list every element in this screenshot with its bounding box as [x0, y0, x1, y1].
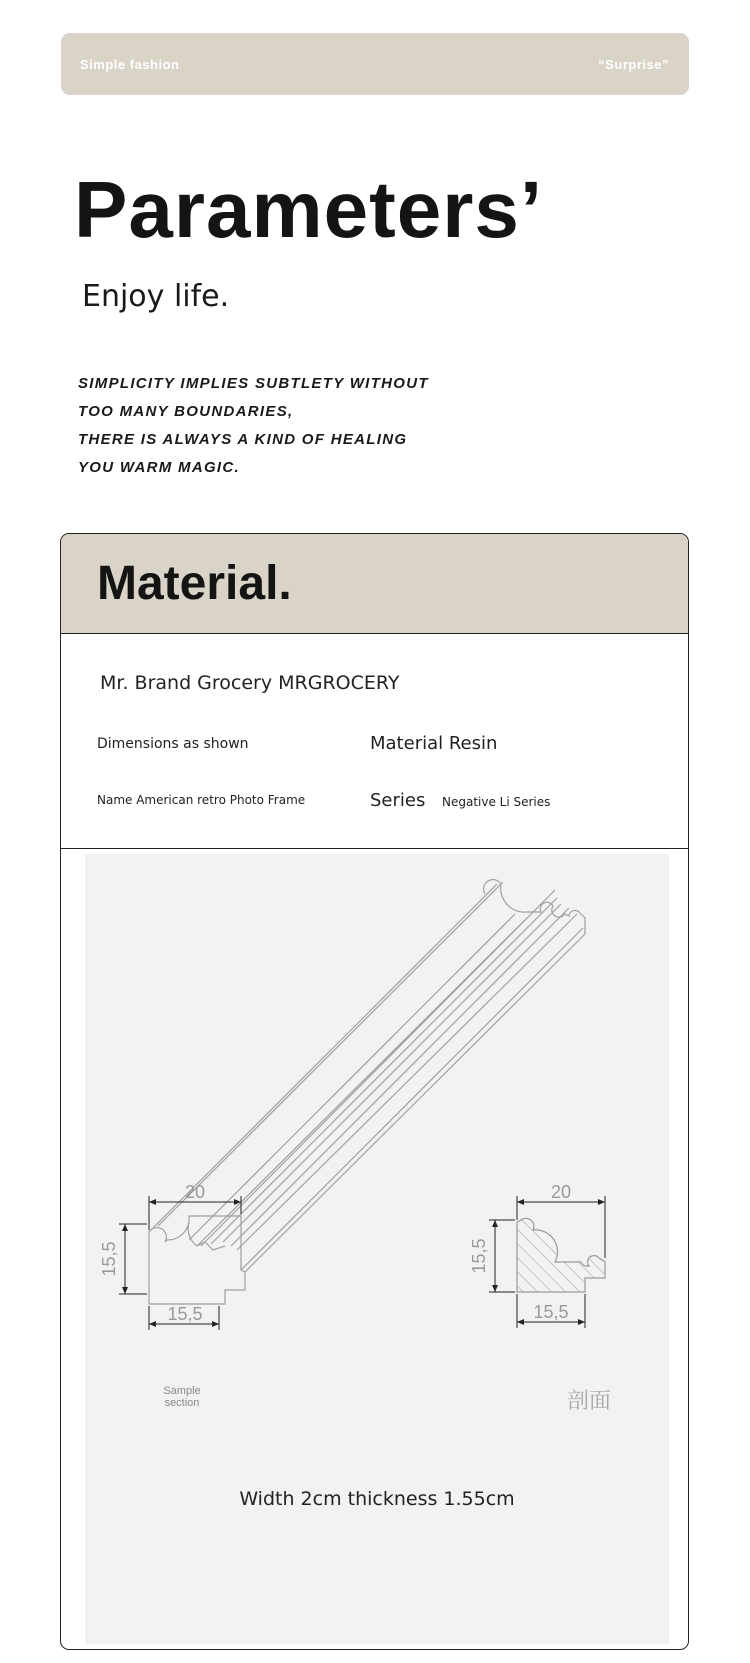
section-caption-cn: 剖面: [567, 1389, 612, 1414]
caption-line: Sample: [163, 1385, 201, 1397]
product-name-text: Name American retro Photo Frame: [97, 793, 306, 807]
series-value: Negative Li Series: [442, 795, 551, 809]
material-title: Material.: [97, 557, 292, 610]
banner-left-text: Simple fashion: [80, 57, 180, 72]
brand-name: Mr. Brand Grocery MRGROCERY: [100, 672, 400, 694]
section-profile: [517, 1218, 605, 1292]
top-banner: [61, 33, 689, 95]
right-bottom-label: 15,5: [533, 1302, 569, 1322]
quote-line: TOO MANY BOUNDARIES,: [78, 403, 294, 420]
material-header: [61, 534, 688, 634]
banner-right-text: “Surprise”: [598, 57, 669, 72]
page-title: Parameters’: [74, 165, 544, 254]
sample-section-caption: [157, 1385, 207, 1409]
quote-line: SIMPLICITY IMPLIES SUBTLETY WITHOUT: [78, 375, 429, 392]
quote-block: [78, 370, 498, 482]
material-text: Material Resin: [370, 733, 498, 754]
right-height-label: 15,5: [469, 1238, 489, 1274]
series-label: Series: [370, 790, 426, 811]
quote-line: YOU WARM MAGIC.: [78, 459, 240, 476]
left-bottom-label: 15,5: [167, 1304, 203, 1324]
right-width-label: 20: [550, 1182, 572, 1202]
technical-drawing: [85, 854, 669, 1644]
left-height-label: 15,5: [99, 1241, 119, 1277]
quote-line: THERE IS ALWAYS A KIND OF HEALING: [78, 431, 408, 448]
left-width-label: 20: [184, 1182, 206, 1202]
material-card: [60, 533, 689, 1650]
profile-drawing-svg: [85, 854, 669, 1644]
caption-line: section: [164, 1397, 200, 1409]
section-divider: [61, 848, 688, 849]
page-subtitle: Enjoy life.: [82, 279, 230, 314]
width-thickness-note: Width 2cm thickness 1.55cm: [239, 1488, 515, 1510]
dimensions-text: Dimensions as shown: [97, 736, 249, 752]
